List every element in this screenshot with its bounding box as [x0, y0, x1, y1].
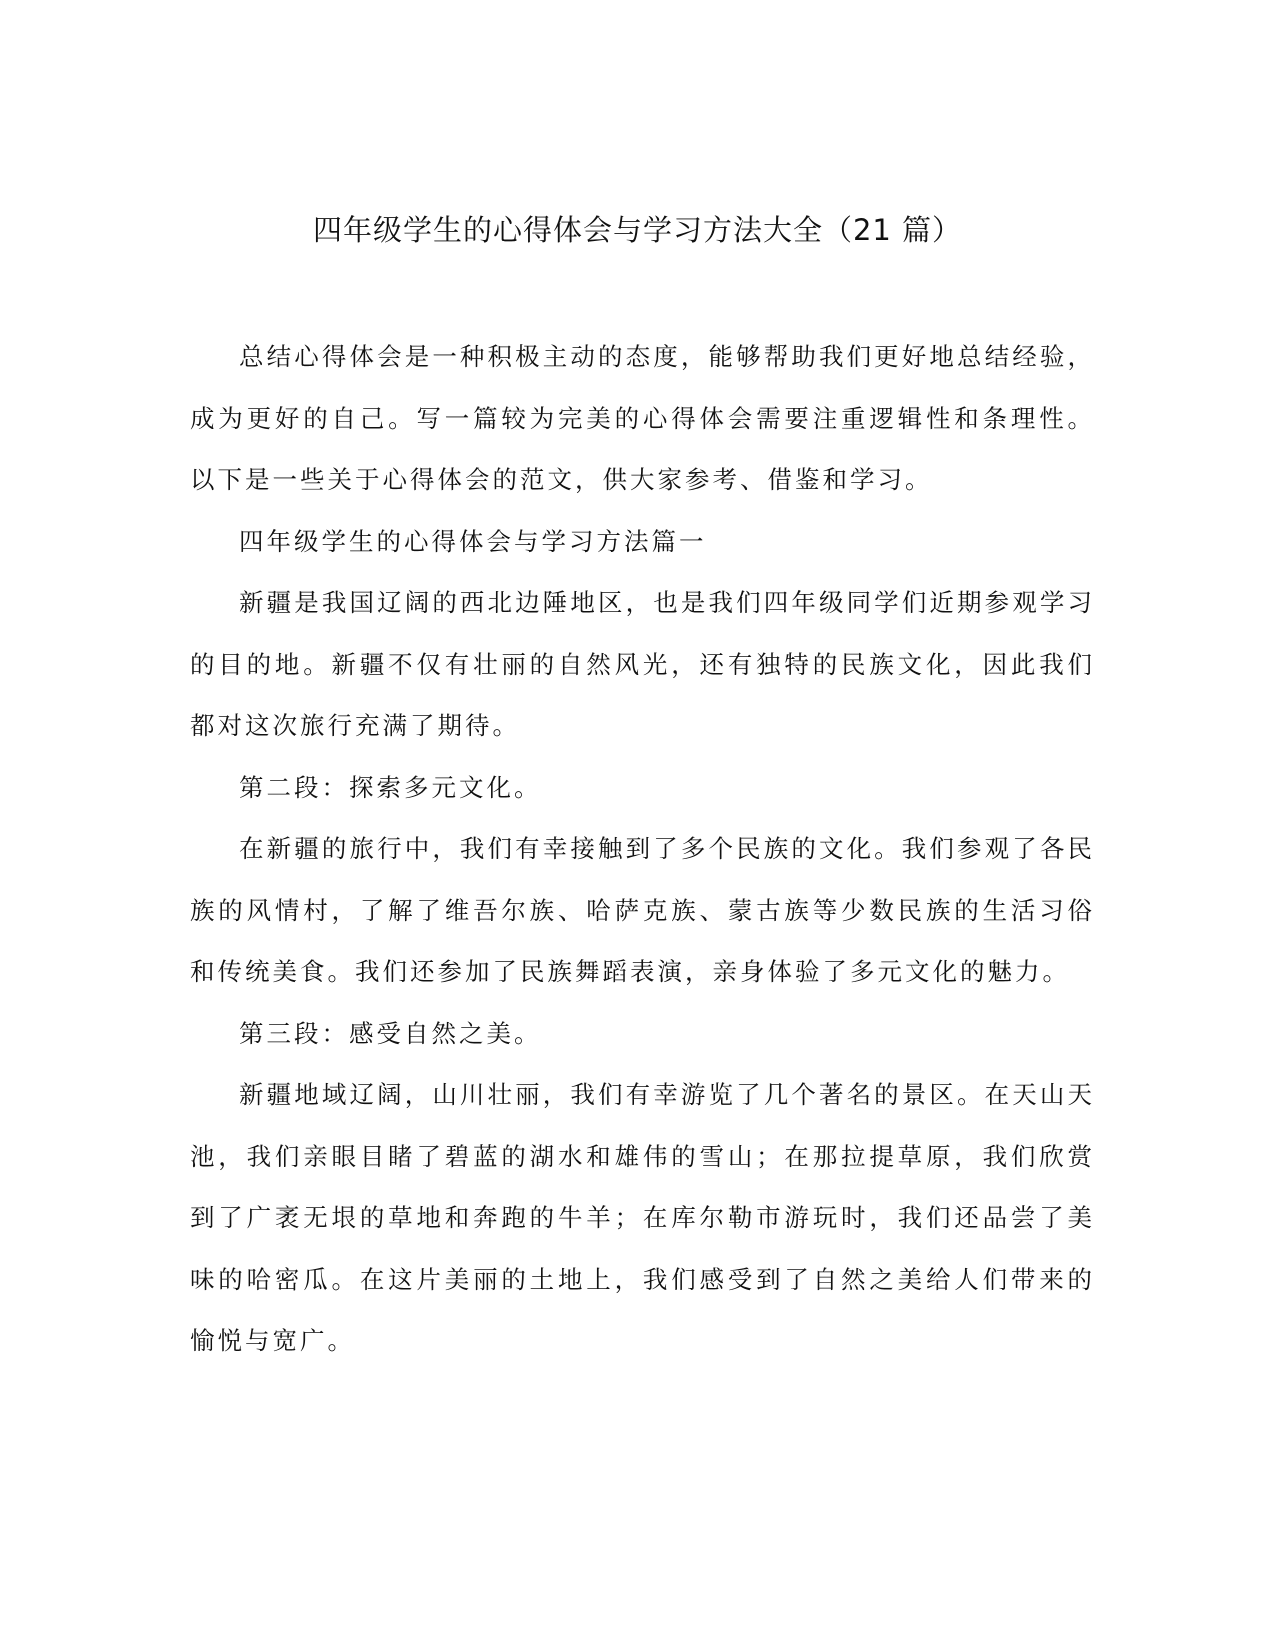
paragraph-culture: 在新疆的旅行中，我们有幸接触到了多个民族的文化。我们参观了各民族的风情村，了解了维吾尔族、哈萨克族、蒙古族等少数民族的生活习俗和传统美食。我们还参加了民族舞蹈表演，亲身体验了多元文化的魅力。	[190, 834, 1095, 986]
section-heading-part-one: 四年级学生的心得体会与学习方法篇一	[239, 526, 707, 556]
document-title: 四年级学生的心得体会与学习方法大全（21 篇）	[312, 213, 963, 247]
section-heading-second: 第二段：探索多元文化。	[239, 772, 542, 802]
paragraph-nature: 新疆地域辽阔，山川壮丽，我们有幸游览了几个著名的景区。在天山天池，我们亲眼目睹了碧蓝的湖水和雄伟的雪山；在那拉提草原，我们欣赏到了广袤无垠的草地和奔跑的牛羊；在库尔勒市游玩时，我们还品尝了美味的哈密瓜。在这片美丽的土地上，我们感受到了自然之美给人们带来的愉悦与宽广。	[190, 1080, 1095, 1355]
intro-paragraph: 总结心得体会是一种积极主动的态度，能够帮助我们更好地总结经验，成为更好的自己。写一篇较为完美的心得体会需要注重逻辑性和条理性。以下是一些关于心得体会的范文，供大家参考、借鉴和学习。	[190, 342, 1095, 494]
document-body	[190, 326, 1095, 1372]
section-heading-third: 第三段：感受自然之美。	[239, 1018, 542, 1048]
paragraph-xinjiang-intro: 新疆是我国辽阔的西北边陲地区，也是我们四年级同学们近期参观学习的目的地。新疆不仅有壮丽的自然风光，还有独特的民族文化，因此我们都对这次旅行充满了期待。	[190, 588, 1095, 740]
